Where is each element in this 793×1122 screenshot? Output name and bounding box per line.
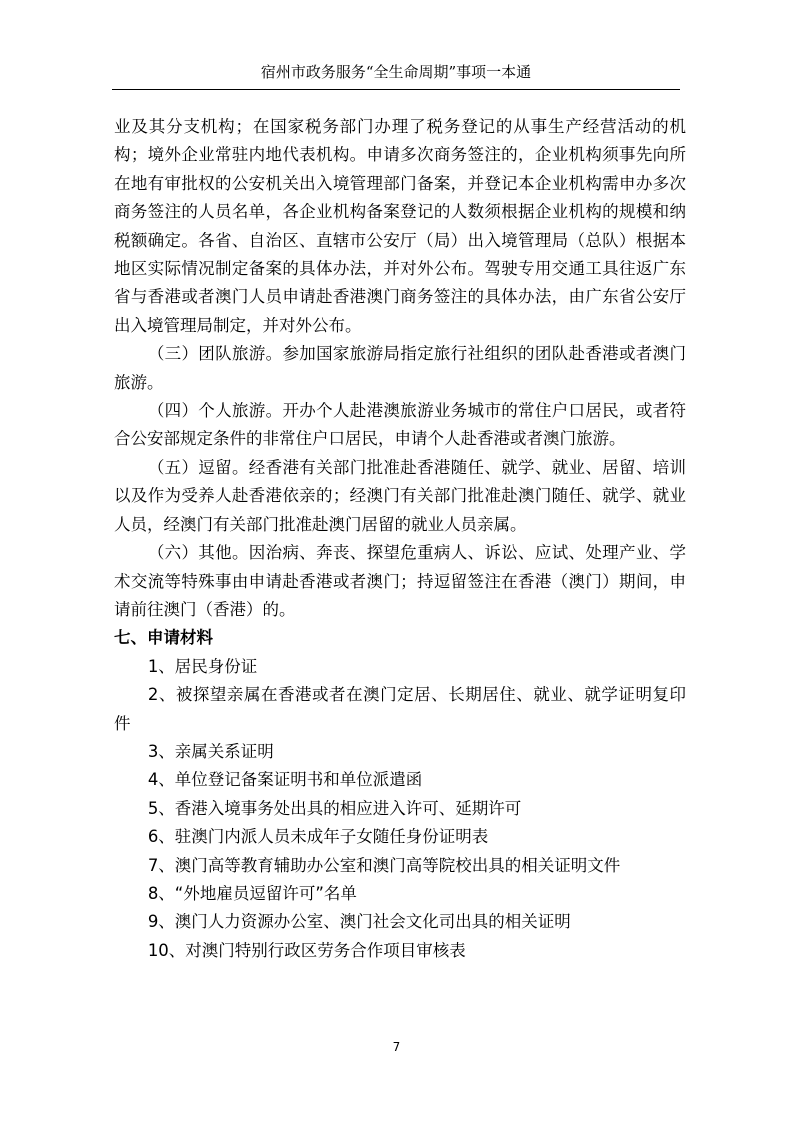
list-item: 8、“外地雇员逗留许可”名单 (147, 883, 357, 903)
list-item: 7、澳门高等教育辅助办公室和澳门高等院校出具的相关证明文件 (147, 855, 621, 875)
section-heading-materials: 七、申请材料 (114, 628, 213, 648)
materials-list (114, 653, 686, 965)
paragraph-other: （六）其他。因治病、奔丧、探望危重病人、诉讼、应试、处理产业、学术交流等特殊事由申请赴香港或者澳门；持逗留签注在香港（澳门）期间，申请前往澳门（香港）的。 (114, 543, 686, 619)
header-divider (112, 89, 680, 90)
paragraph-stay: （五）逗留。经香港有关部门批准赴香港随任、就学、就业、居留、培训以及作为受养人赴香港依亲的；经澳门有关部门批准赴澳门随任、就学、就业人员，经澳门有关部门批准赴澳门居留的就业人员亲属。 (114, 457, 686, 534)
page-number: 7 (392, 1040, 401, 1054)
list-item: 2、被探望亲属在香港或者在澳门定居、长期居住、就业、就学证明复印件 (114, 685, 686, 733)
list-item: 9、澳门人力资源办公室、澳门社会文化司出具的相关证明 (147, 912, 571, 932)
list-item: 4、单位登记备案证明书和单位派遣函 (147, 770, 423, 790)
paragraph-individual-tour: （四）个人旅游。开办个人赴港澳旅游业务城市的常住户口居民，或者符合公安部规定条件的非常住户口居民，申请个人赴香港或者澳门旅游。 (114, 401, 686, 449)
list-item: 10、对澳门特别行政区劳务合作项目审核表 (147, 940, 466, 960)
list-item: 1、居民身份证 (147, 656, 258, 676)
list-item: 6、驻澳门内派人员未成年子女随任身份证明表 (147, 827, 489, 847)
page-header: 宿州市政务服务“全生命周期”事项一本通 (260, 63, 532, 81)
paragraph-continuation: 业及其分支机构；在国家税务部门办理了税务登记的从事生产经营活动的机构；境外企业常驻内地代表机构。申请多次商务签注的，企业机构须事先向所在地有审批权的公安机关出入境管理部门备案，并登记本企业机构需申办多次商务签注的人员名单，各企业机构备案登记的人数须根据企业机构的规模和纳税额确定。各省、自治区、直辖市公安厅（局）出入境管理局（总队）根据本地区实际情况制定备案的具体办法，并对外公布。驾驶专用交通工具往返广东省与香港或者澳门人员申请赴香港澳门商务签注的具体办法，由广东省公安厅出入境管理局制定，并对外公布。 (114, 117, 686, 335)
document-body (114, 113, 686, 965)
list-item: 5、香港入境事务处出具的相应进入许可、延期许可 (147, 798, 522, 818)
list-item: 3、亲属关系证明 (147, 741, 274, 761)
paragraph-group-tour: （三）团队旅游。参加国家旅游局指定旅行社组织的团队赴香港或者澳门旅游。 (114, 344, 686, 392)
